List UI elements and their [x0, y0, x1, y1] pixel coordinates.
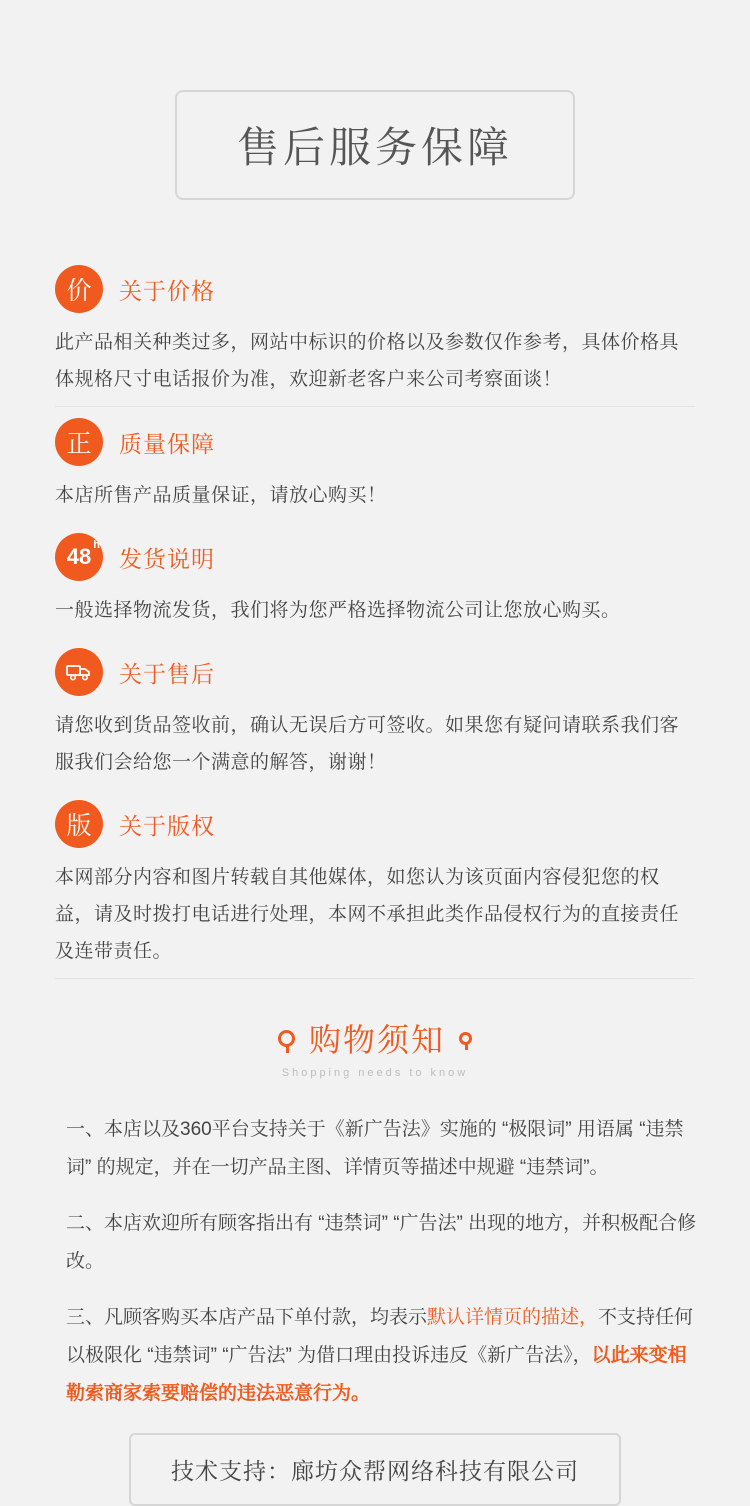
service-item-shipping	[55, 528, 695, 637]
service-title: 发货说明	[119, 545, 215, 572]
tech-support-box	[129, 1433, 621, 1506]
service-title: 质量保障	[119, 430, 215, 457]
service-list	[0, 260, 750, 979]
ring-decoration-icon	[278, 1030, 295, 1047]
quality-badge-icon	[55, 418, 103, 466]
notice-text: 不支持任何以极限化 “违禁词” “广告法” 为借口理由投诉违反《新广告法》，	[66, 1307, 694, 1366]
tech-support-text: 技术支持：廊坊众帮网络科技有限公司	[171, 1458, 579, 1484]
service-item-copyright	[55, 795, 695, 979]
badge-label: 价	[66, 277, 92, 305]
service-body: 本网部分内容和图片转载自其他媒体，如您认为该页面内容侵犯您的权益，请及时拨打电话进行处理，本网不承担此类作品侵权行为的直接责任及连带责任。	[55, 867, 680, 962]
service-item-header	[55, 643, 695, 701]
truck-badge-icon	[55, 648, 103, 696]
notice-item	[52, 1205, 698, 1281]
divider	[55, 406, 695, 407]
notice-item	[52, 1299, 698, 1413]
page-title: 售后服务保障	[236, 124, 513, 171]
shopping-notice-list	[52, 1111, 698, 1413]
badge-label: 正	[66, 430, 92, 458]
service-item-header	[55, 413, 695, 471]
price-badge-icon	[55, 265, 103, 313]
service-body: 本店所售产品质量保证，请放心购买！	[55, 485, 387, 506]
service-item-quality	[55, 413, 695, 522]
footer-section	[0, 1433, 750, 1506]
notice-text: 一、本店以及360平台支持关于《新广告法》实施的 “极限词” 用语属 “违禁词” 的规定，并在一切产品主图、详情页等描述中规避 “违禁词”。	[66, 1119, 684, 1178]
notice-text: 三、凡顾客购买本店产品下单付款，均表示	[66, 1307, 428, 1328]
shopping-notice-subtitle: Shopping needs to know	[281, 1067, 469, 1079]
shopping-notice-header	[52, 1015, 698, 1083]
copyright-badge-icon	[55, 800, 103, 848]
service-body: 请您收到货品签收前，确认无误后方可签收。如果您有疑问请联系我们客服我们会给您一个满意的解答，谢谢！	[55, 715, 680, 773]
service-item-header	[55, 528, 695, 586]
service-body: 一般选择物流发货，我们将为您严格选择物流公司让您放心购买。	[55, 600, 621, 621]
badge-label: 版	[66, 812, 92, 840]
ring-decoration-icon	[459, 1032, 472, 1045]
page-title-box	[175, 90, 575, 200]
notice-text: 二、本店欢迎所有顾客指出有 “违禁词” “广告法” 出现的地方，并积极配合修改。	[66, 1213, 697, 1272]
service-item-price	[55, 260, 695, 407]
service-title: 关于价格	[119, 277, 215, 304]
divider	[55, 978, 695, 979]
badge-label: 48	[66, 544, 92, 569]
notice-text-highlight: 默认详情页的描述，	[427, 1307, 599, 1328]
notice-item	[52, 1111, 698, 1187]
shipping-hours-badge-icon	[55, 533, 103, 581]
badge-superscript: h	[93, 539, 100, 551]
service-item-header	[55, 795, 695, 853]
service-title: 关于售后	[119, 660, 215, 687]
service-item-header	[55, 260, 695, 318]
title-section	[0, 0, 750, 200]
shopping-notice-section	[0, 1015, 750, 1413]
service-body: 此产品相关种类过多，网站中标识的价格以及参数仅作参考，具体价格具体规格尺寸电话报价为准，欢迎新老客户来公司考察面谈！	[55, 332, 680, 390]
notice-text-highlight-bold: 以此来变相勒索商家索要赔偿的违法恶意行为。	[66, 1345, 687, 1404]
service-title: 关于版权	[119, 812, 215, 839]
service-item-after-sale	[55, 643, 695, 789]
shopping-notice-title: 购物须知	[308, 1022, 445, 1058]
